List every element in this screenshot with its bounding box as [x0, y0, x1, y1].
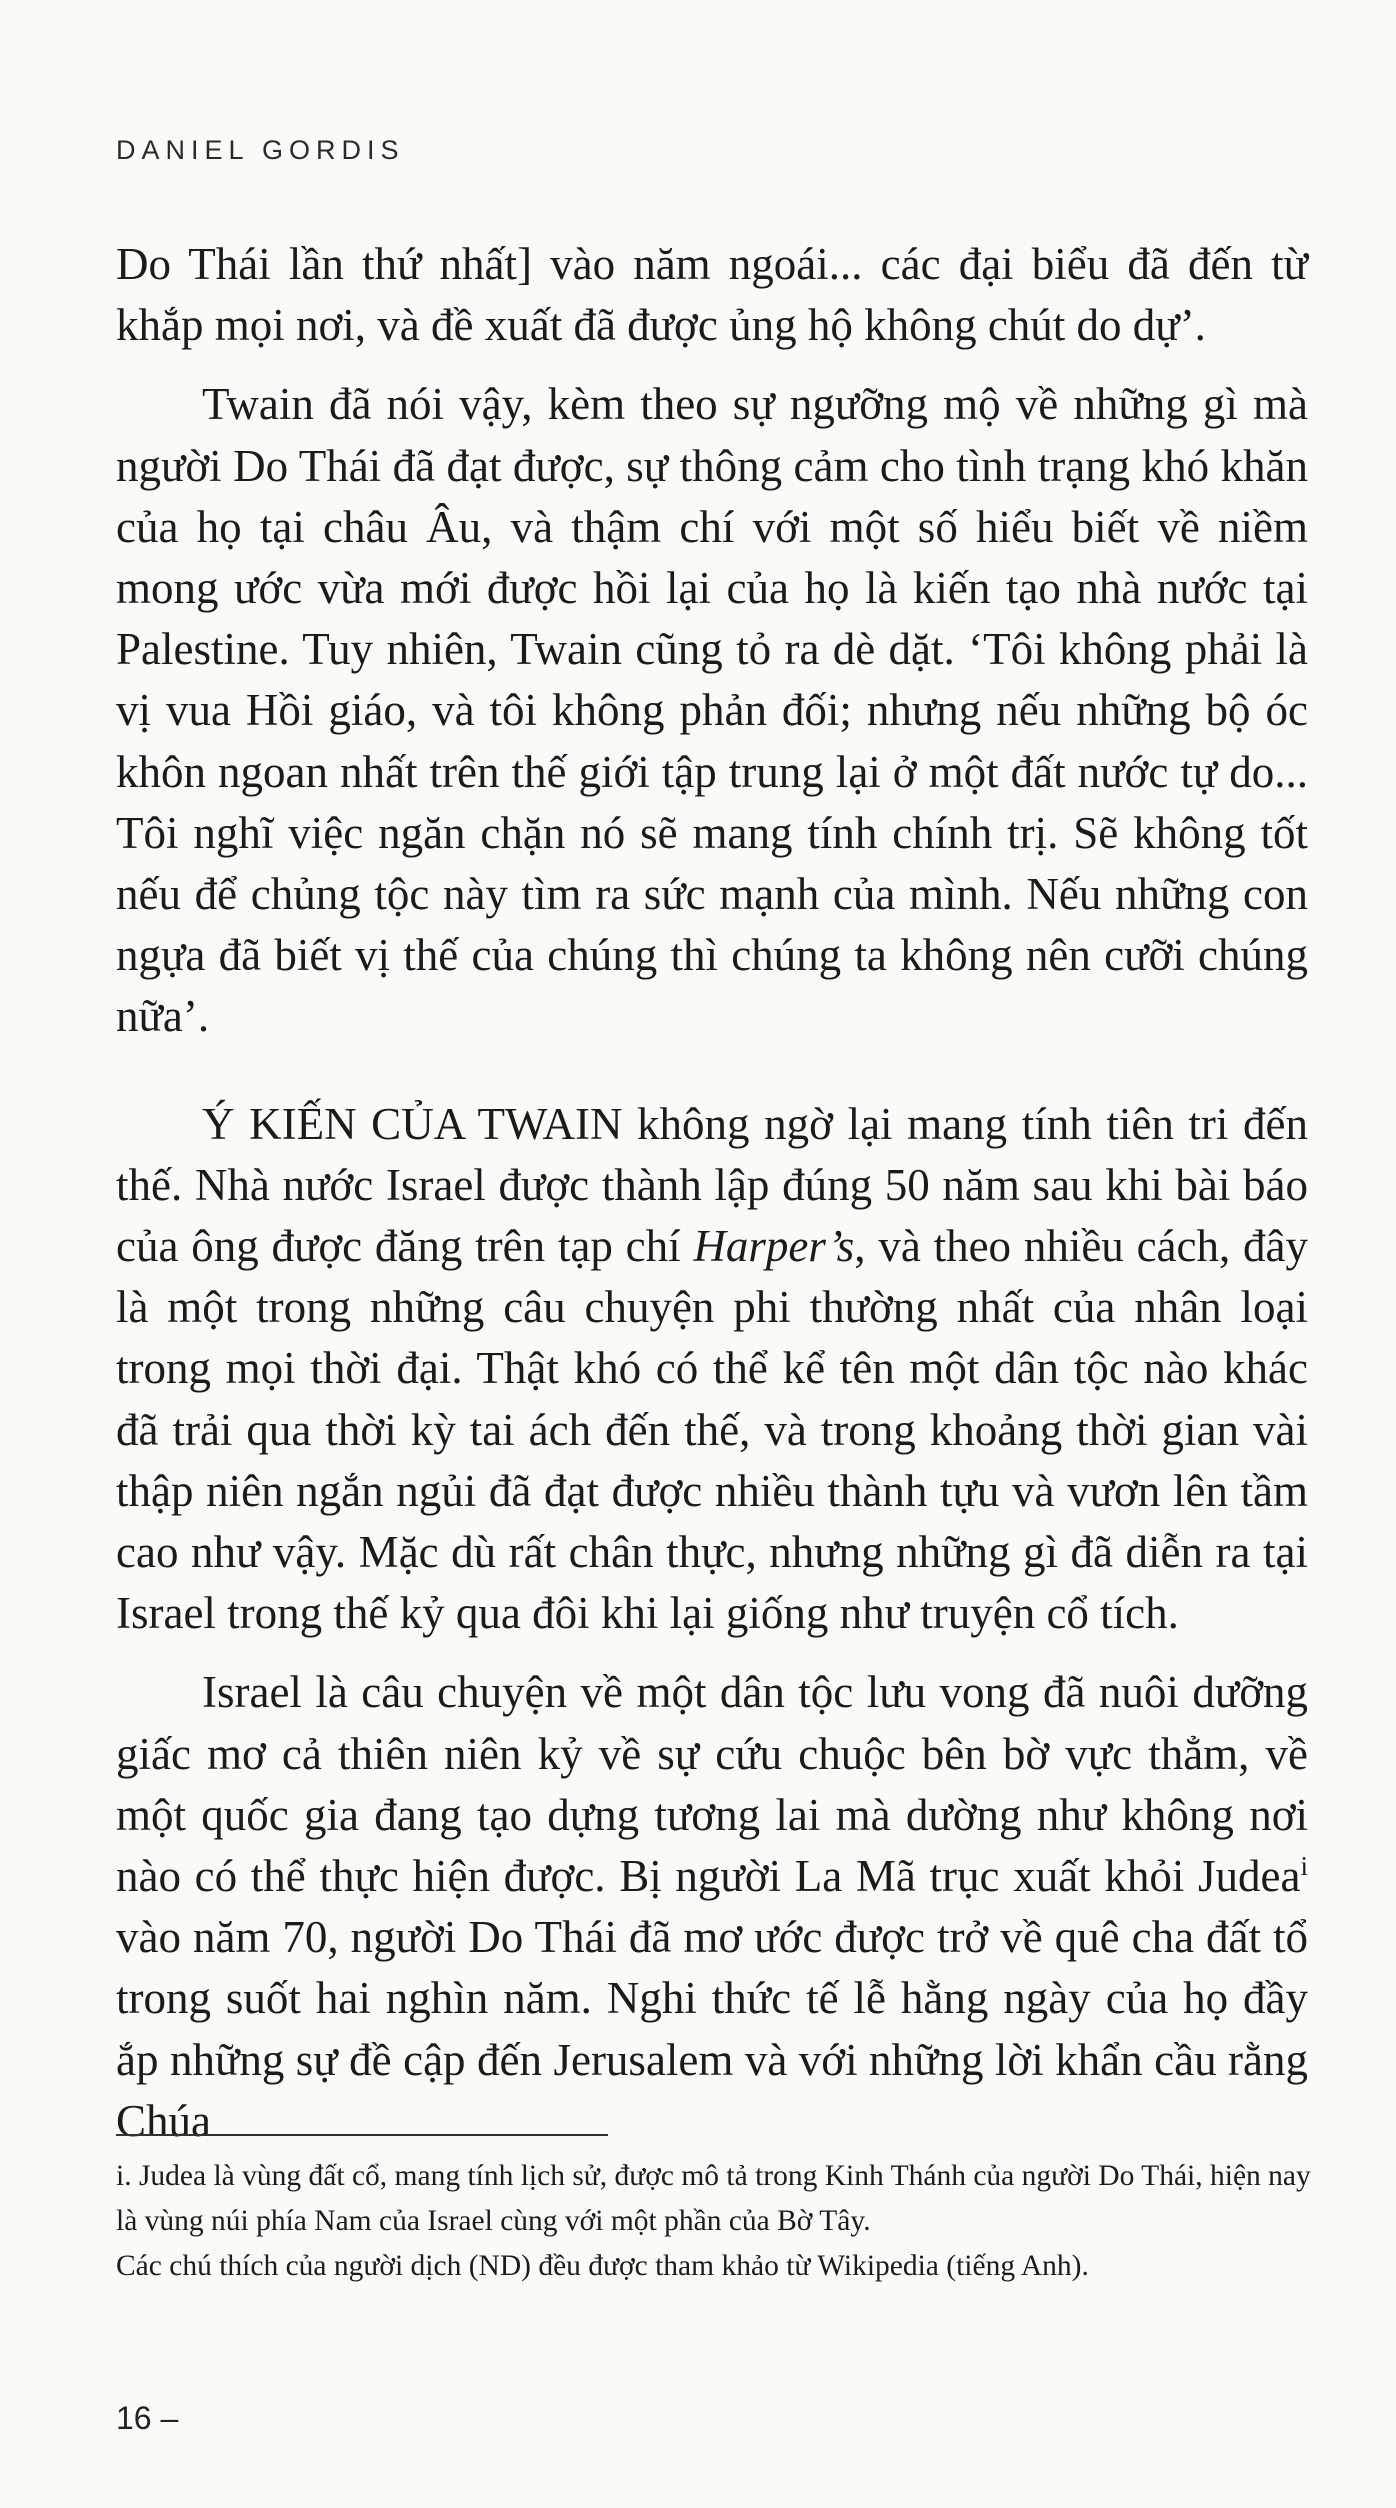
paragraph-prophecy: [116, 1094, 1308, 1645]
magazine-title: Harper’s: [693, 1221, 855, 1272]
translator-note: Các chú thích của người dịch (ND) đều được tham khảo từ Wikipedia (tiếng Anh).: [116, 2250, 1089, 2282]
paragraph-prophecy-text-a: không ngờ lại mang tính tiên tri đến thế. Nhà nước Israel được thành lập đúng 50 năm sau khi bài báo của ông được đăng trên tạp chí: [116, 1098, 1308, 1272]
page-number: 16 –: [116, 2400, 179, 2436]
running-head: DANIEL GORDIS: [116, 135, 405, 165]
paragraph-continuation: Do Thái lần thứ nhất] vào năm ngoái... các đại biểu đã đến từ khắp mọi nơi, và đề xuất đã được ủng hộ không chút do dự’.: [116, 239, 1308, 351]
paragraph-israel-text-a: Israel là câu chuyện về một dân tộc lưu vong đã nuôi dưỡng giấc mơ cả thiên niên kỷ về sự cứu chuộc bên bờ vực thẳm, về một quốc gia đang tạo dựng tương lai mà dường như không nơi nào có thể thực hiện được. Bị người La Mã trục xuất khỏi Judea: [116, 1667, 1308, 1902]
footnote-marker: i: [1300, 1851, 1308, 1882]
section-lead-in: Ý KIẾN CỦA TWAIN: [202, 1098, 623, 1149]
body-text: [116, 234, 1308, 2152]
footnote-i: i. Judea là vùng đất cổ, mang tính lịch sử, được mô tả trong Kinh Thánh của người Do Thái, hiện nay là vùng núi phía Nam của Israel cùng với một phần của Bờ Tây.: [116, 2160, 1311, 2237]
paragraph-israel-story: [116, 1662, 1308, 2152]
footnote-divider: [116, 2134, 608, 2136]
paragraph-twain-quote: Twain đã nói vậy, kèm theo sự ngưỡng mộ về những gì mà người Do Thái đã đạt được, sự thông cảm cho tình trạng khó khăn của họ tại châu Âu, và thậm chí với một số hiểu biết về niềm mong ước vừa mới được hồi lại của họ là kiến tạo nhà nước tại Palestine. Tuy nhiên, Twain cũng tỏ ra dè dặt. ‘Tôi không phải là vị vua Hồi giáo, và tôi không phản đối; nhưng nếu những bộ óc khôn ngoan nhất trên thế giới tập trung lại ở một đất nước tự do... Tôi nghĩ việc ngăn chặn nó sẽ mang tính chính trị. Sẽ không tốt nếu để chủng tộc này tìm ra sức mạnh của mình. Nếu những con ngựa đã biết vị thế của chúng thì chúng ta không nên cưỡi chúng nữa’.: [116, 379, 1308, 1042]
paragraph-israel-text-b: vào năm 70, người Do Thái đã mơ ước được trở về quê cha đất tổ trong suốt hai nghìn năm. Nghi thức tế lễ hằng ngày của họ đầy ắp những sự đề cập đến Jerusalem và với những lời khẩn cầu rằng Chúa: [116, 1912, 1308, 2146]
footnotes: [116, 2154, 1316, 2289]
paragraph-prophecy-text-b: , và theo nhiều cách, đây là một trong những câu chuyện phi thường nhất của nhân loại trong mọi thời đại. Thật khó có thể kể tên một dân tộc nào khác đã trải qua thời kỳ tai ách đến thế, và trong khoảng thời gian vài thập niên ngắn ngủi đã đạt được nhiều thành tựu và vươn lên tầm cao như vậy. Mặc dù rất chân thực, nhưng những gì đã diễn ra tại Israel trong thế kỷ qua đôi khi lại giống như truyện cổ tích.: [116, 1221, 1308, 1639]
